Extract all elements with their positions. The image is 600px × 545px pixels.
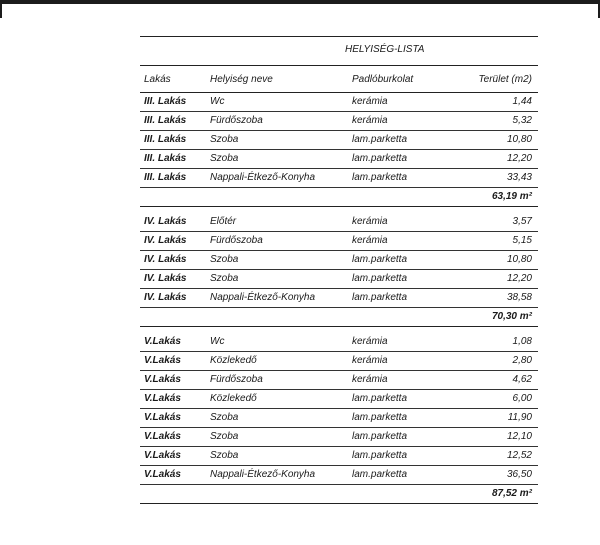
cell-terulet: 12,52 bbox=[506, 450, 532, 461]
cell-lakas: IV. Lakás bbox=[144, 235, 187, 246]
cell-padloburkolat: lam.parketta bbox=[352, 134, 408, 145]
cell-helyiseg-neve: Szoba bbox=[210, 431, 239, 442]
cell-helyiseg-neve: Szoba bbox=[210, 450, 239, 461]
cell-terulet: 6,00 bbox=[512, 393, 532, 404]
cell-lakas: V.Lakás bbox=[144, 355, 181, 366]
table-header bbox=[140, 66, 538, 93]
cell-helyiseg-neve: Szoba bbox=[210, 153, 239, 164]
cell-terulet: 2,80 bbox=[512, 355, 532, 366]
group-total-value: 70,30 m² bbox=[491, 311, 532, 322]
table-row bbox=[140, 150, 538, 169]
cell-lakas: V.Lakás bbox=[144, 412, 181, 423]
table-row bbox=[140, 352, 538, 371]
column-header-padloburkolat: Padlóburkolat bbox=[352, 74, 414, 85]
cell-terulet: 5,32 bbox=[512, 115, 532, 126]
cell-helyiseg-neve: Közlekedő bbox=[210, 393, 257, 404]
table-row bbox=[140, 213, 538, 232]
cell-terulet: 1,44 bbox=[512, 96, 532, 107]
window-top-border bbox=[0, 0, 600, 4]
column-header-terulet: Terület (m2) bbox=[478, 74, 532, 85]
cell-terulet: 10,80 bbox=[506, 254, 532, 265]
cell-terulet: 12,20 bbox=[506, 273, 532, 284]
table-row bbox=[140, 390, 538, 409]
cell-lakas: III. Lakás bbox=[144, 115, 187, 126]
cell-helyiseg-neve: Szoba bbox=[210, 254, 239, 265]
cell-lakas: III. Lakás bbox=[144, 96, 187, 107]
cell-terulet: 33,43 bbox=[506, 172, 532, 183]
table-row bbox=[140, 251, 538, 270]
column-header-helyiseg: Helyiség neve bbox=[210, 74, 273, 85]
cell-padloburkolat: kerámia bbox=[352, 374, 388, 385]
room-list-document bbox=[140, 36, 538, 504]
table-row bbox=[140, 131, 538, 150]
cell-padloburkolat: lam.parketta bbox=[352, 172, 408, 183]
cell-padloburkolat: kerámia bbox=[352, 115, 388, 126]
cell-padloburkolat: lam.parketta bbox=[352, 469, 408, 480]
cell-helyiseg-neve: Nappali-Étkező-Konyha bbox=[210, 172, 316, 183]
table-row bbox=[140, 232, 538, 251]
cell-padloburkolat: kerámia bbox=[352, 96, 388, 107]
cell-lakas: V.Lakás bbox=[144, 393, 181, 404]
cell-helyiseg-neve: Nappali-Étkező-Konyha bbox=[210, 469, 316, 480]
table-body bbox=[140, 93, 538, 504]
cell-lakas: V.Lakás bbox=[144, 450, 181, 461]
cell-padloburkolat: lam.parketta bbox=[352, 292, 408, 303]
table-row bbox=[140, 270, 538, 289]
cell-helyiseg-neve: Szoba bbox=[210, 134, 239, 145]
cell-helyiseg-neve: Szoba bbox=[210, 273, 239, 284]
group-total-row bbox=[140, 308, 538, 327]
cell-helyiseg-neve: Szoba bbox=[210, 412, 239, 423]
cell-terulet: 38,58 bbox=[506, 292, 532, 303]
cell-helyiseg-neve: Fürdőszoba bbox=[210, 115, 263, 126]
cell-helyiseg-neve: Fürdőszoba bbox=[210, 235, 263, 246]
table-row bbox=[140, 428, 538, 447]
table-row bbox=[140, 447, 538, 466]
cell-lakas: IV. Lakás bbox=[144, 292, 187, 303]
cell-padloburkolat: lam.parketta bbox=[352, 393, 408, 404]
cell-terulet: 1,08 bbox=[512, 336, 532, 347]
cell-padloburkolat: lam.parketta bbox=[352, 431, 408, 442]
group-total-row bbox=[140, 485, 538, 504]
cell-lakas: IV. Lakás bbox=[144, 273, 187, 284]
cell-lakas: V.Lakás bbox=[144, 469, 181, 480]
title-row bbox=[140, 36, 538, 66]
cell-terulet: 4,62 bbox=[512, 374, 532, 385]
cell-padloburkolat: kerámia bbox=[352, 336, 388, 347]
cell-padloburkolat: lam.parketta bbox=[352, 450, 408, 461]
table-row bbox=[140, 371, 538, 390]
cell-terulet: 3,57 bbox=[512, 216, 532, 227]
cell-helyiseg-neve: Közlekedő bbox=[210, 355, 257, 366]
table-row bbox=[140, 169, 538, 188]
table-row bbox=[140, 93, 538, 112]
cell-lakas: III. Lakás bbox=[144, 172, 187, 183]
cell-terulet: 11,90 bbox=[507, 412, 532, 423]
cell-terulet: 5,15 bbox=[512, 235, 532, 246]
cell-lakas: III. Lakás bbox=[144, 134, 187, 145]
cell-padloburkolat: lam.parketta bbox=[352, 412, 408, 423]
table-row bbox=[140, 409, 538, 428]
table-row bbox=[140, 289, 538, 308]
window-left-border bbox=[0, 0, 2, 18]
cell-terulet: 12,10 bbox=[506, 431, 532, 442]
group-total-value: 63,19 m² bbox=[491, 191, 532, 202]
table-row bbox=[140, 333, 538, 352]
cell-padloburkolat: lam.parketta bbox=[352, 153, 408, 164]
cell-lakas: III. Lakás bbox=[144, 153, 187, 164]
cell-padloburkolat: kerámia bbox=[352, 216, 388, 227]
cell-lakas: V.Lakás bbox=[144, 431, 181, 442]
cell-helyiseg-neve: Wc bbox=[210, 336, 225, 347]
cell-padloburkolat: lam.parketta bbox=[352, 254, 408, 265]
cell-lakas: V.Lakás bbox=[144, 374, 181, 385]
cell-lakas: IV. Lakás bbox=[144, 254, 187, 265]
cell-lakas: IV. Lakás bbox=[144, 216, 187, 227]
cell-lakas: V.Lakás bbox=[144, 336, 181, 347]
cell-helyiseg-neve: Előtér bbox=[210, 216, 237, 227]
group-total-value: 87,52 m² bbox=[491, 488, 532, 499]
table-row bbox=[140, 112, 538, 131]
cell-helyiseg-neve: Wc bbox=[210, 96, 225, 107]
cell-helyiseg-neve: Fürdőszoba bbox=[210, 374, 263, 385]
cell-terulet: 10,80 bbox=[506, 134, 532, 145]
cell-terulet: 12,20 bbox=[506, 153, 532, 164]
group-total-row bbox=[140, 188, 538, 207]
cell-helyiseg-neve: Nappali-Étkező-Konyha bbox=[210, 292, 316, 303]
cell-padloburkolat: kerámia bbox=[352, 355, 388, 366]
cell-terulet: 36,50 bbox=[506, 469, 532, 480]
cell-padloburkolat: kerámia bbox=[352, 235, 388, 246]
document-title: HELYISÉG-LISTA bbox=[345, 44, 425, 55]
table-row bbox=[140, 466, 538, 485]
cell-padloburkolat: lam.parketta bbox=[352, 273, 408, 284]
column-header-lakas: Lakás bbox=[144, 74, 171, 85]
